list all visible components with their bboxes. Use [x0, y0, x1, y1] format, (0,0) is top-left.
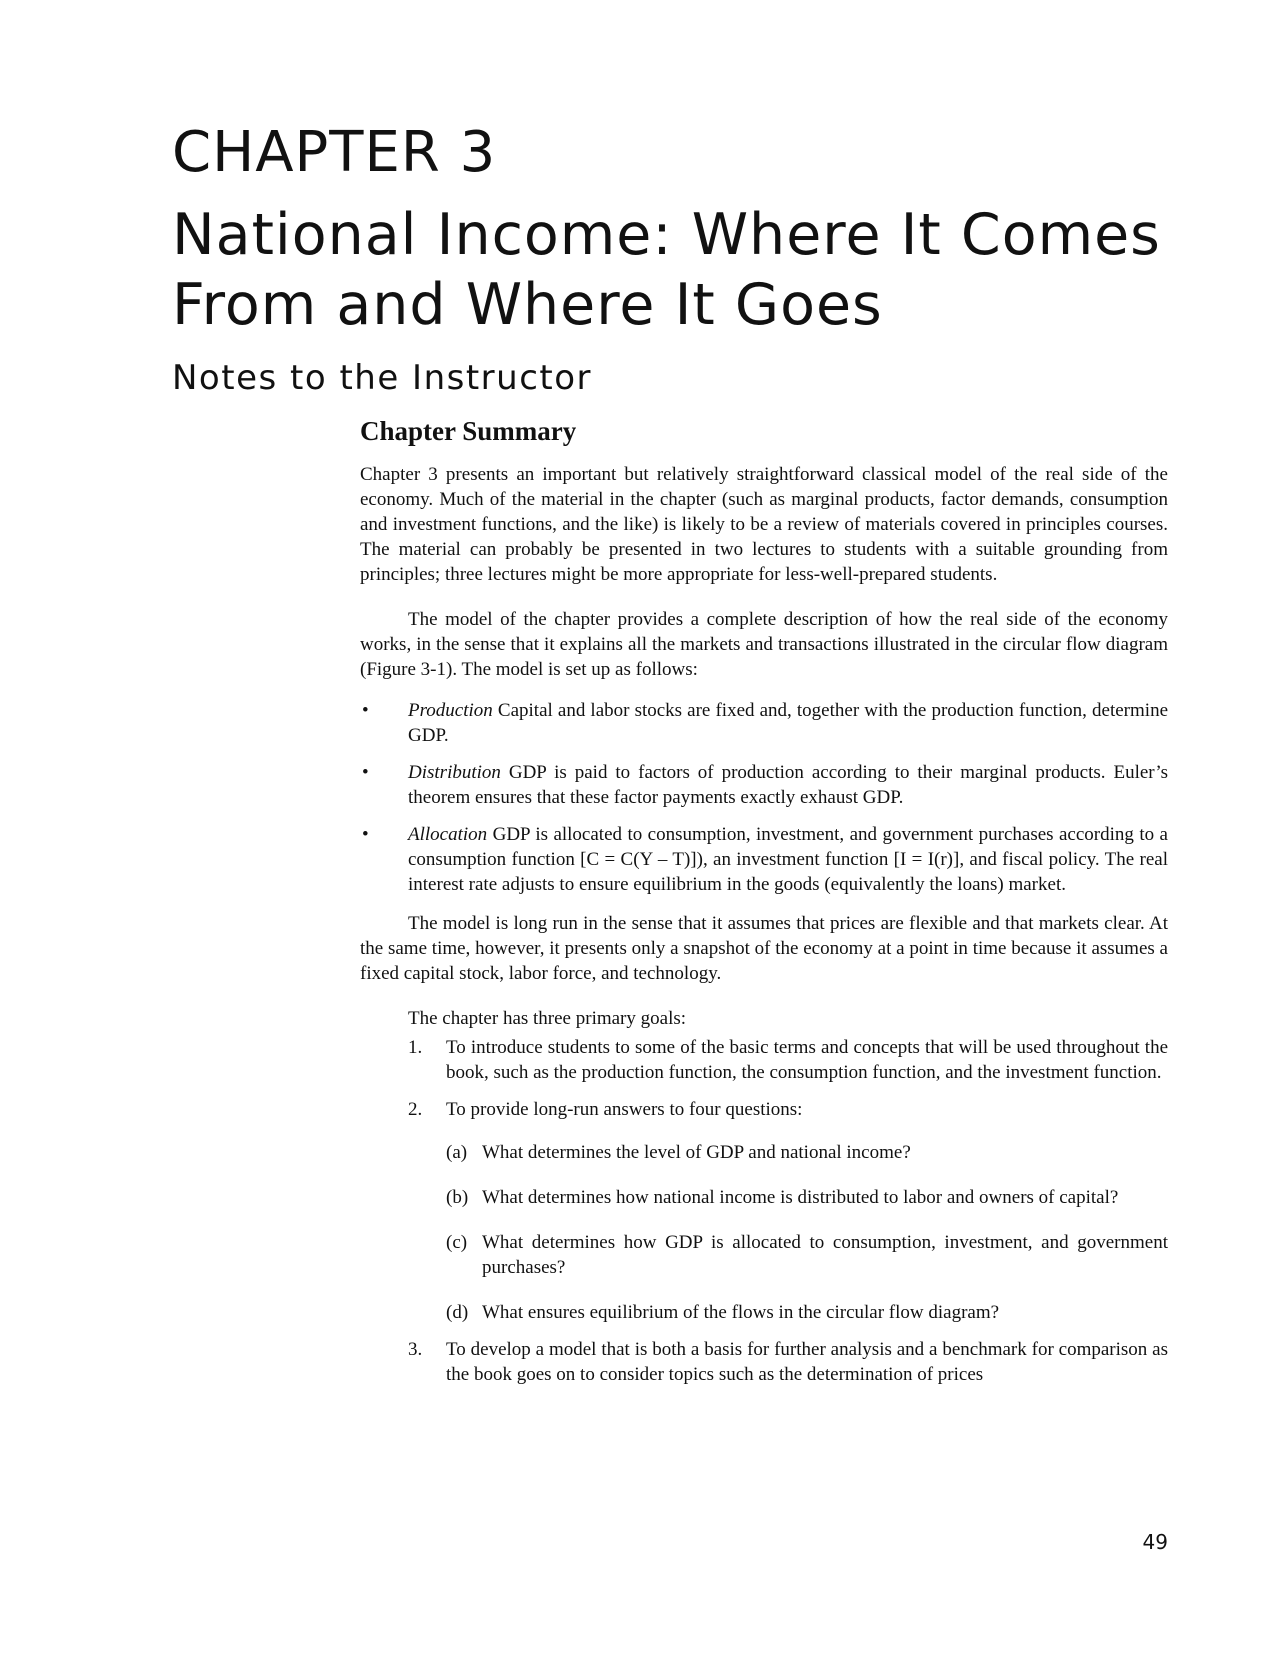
bullet-term: Allocation: [408, 824, 488, 845]
goal-text: To develop a model that is both a basis for further analysis and a benchmark for comparison as the book goes on to consider topics such as the determination of prices: [446, 1339, 1168, 1385]
goal-number: 1.: [408, 1037, 423, 1058]
intro-paragraph: Chapter 3 presents an important but relatively straightforward classical model of the real side of the economy. Much of the material in the chapter (such as marginal products, factor demands, consumption and investment functions, and the like) is likely to be a review of materials covered in principles courses. The material can probably be presented in two lectures to students with a suitable grounding from principles; three lectures might be more appropriate for less-well-prepared students.: [360, 464, 1168, 585]
bullet-text: GDP is paid to factors of production according to their marginal products. Euler’s theorem ensures that these factor payments exactly exhaust GDP.: [408, 762, 1168, 808]
question-item: [446, 1140, 1168, 1165]
bullet-marker: •: [362, 824, 369, 845]
bullet-marker: •: [362, 700, 369, 721]
question-item: [446, 1300, 1168, 1325]
bullet-text: Capital and labor stocks are fixed and, together with the production function, determine GDP.: [408, 700, 1169, 746]
bullet-term: Production: [408, 700, 493, 721]
bullet-distribution: [360, 760, 1168, 810]
question-item: [446, 1230, 1168, 1280]
question-text: What determines the level of GDP and national income?: [482, 1142, 911, 1163]
model-bullet-list: [360, 698, 1168, 897]
bullet-allocation: [360, 822, 1168, 897]
chapter-summary-heading: Chapter Summary: [360, 416, 577, 446]
question-letter: (a): [446, 1142, 468, 1163]
goal-item: [360, 1337, 1168, 1387]
goal-number: 3.: [408, 1339, 423, 1360]
bullet-term: Distribution: [408, 762, 501, 783]
bullet-production: [360, 698, 1168, 748]
question-letter: (c): [446, 1232, 468, 1253]
question-text: What determines how GDP is allocated to consumption, investment, and government purchases?: [482, 1232, 1168, 1278]
page-number: 49: [1142, 1530, 1168, 1554]
goal-number: 2.: [408, 1099, 423, 1120]
question-letter: (b): [446, 1187, 469, 1208]
goals-intro: The chapter has three primary goals:: [408, 1008, 687, 1029]
model-paragraph: The model of the chapter provides a complete description of how the real side of the economy works, in the sense that it explains all the markets and transactions illustrated in the circular flow diagram (Figure 3-1). The model is set up as follows:: [360, 609, 1168, 680]
chapter-title: National Income: Where It Comes From and Where It Goes: [172, 202, 1161, 338]
body-column: [360, 414, 1168, 1399]
bullet-marker: •: [362, 762, 369, 783]
question-list: [446, 1140, 1168, 1325]
goal-item: [360, 1097, 1168, 1325]
question-item: [446, 1185, 1168, 1210]
question-text: What determines how national income is distributed to labor and owners of capital?: [482, 1187, 1119, 1208]
goal-text: To provide long-run answers to four questions:: [446, 1099, 803, 1120]
goal-text: To introduce students to some of the basic terms and concepts that will be used throughout the book, such as the production function, the consumption function, and the investment function.: [446, 1037, 1168, 1083]
section-heading: Notes to the Instructor: [172, 358, 593, 398]
question-text: What ensures equilibrium of the flows in the circular flow diagram?: [482, 1302, 1000, 1323]
bullet-text: GDP is allocated to consumption, investment, and government purchases according to a consumption function [C = C(Y – T)]), an investment function [I = I(r)], and fiscal policy. The real interest rate adjusts to ensure equilibrium in the goods (equivalently the loans) market.: [408, 824, 1168, 895]
chapter-label: CHAPTER 3: [172, 120, 497, 185]
goal-item: [360, 1035, 1168, 1085]
goals-list: [360, 1035, 1168, 1387]
long-run-paragraph: The model is long run in the sense that it assumes that prices are flexible and that markets clear. At the same time, however, it presents only a snapshot of the economy at a point in time because it assumes a fixed capital stock, labor force, and technology.: [360, 913, 1168, 984]
question-letter: (d): [446, 1302, 469, 1323]
